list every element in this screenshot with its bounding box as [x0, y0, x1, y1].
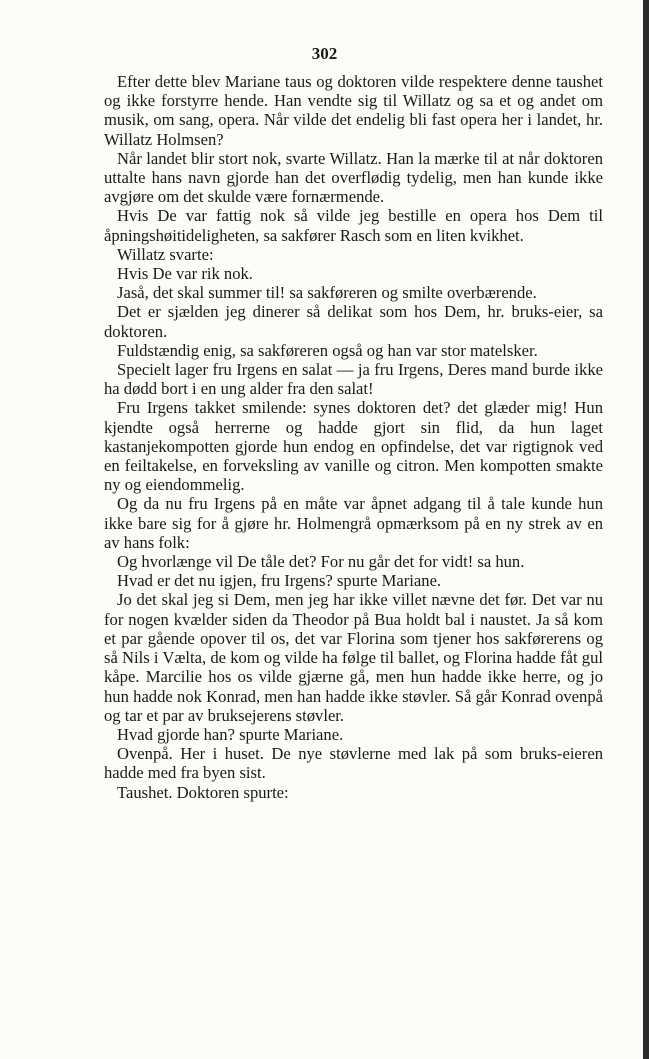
paragraph: Jaså, det skal summer til! sa sakføreren og smilte overbærende. [117, 283, 537, 303]
paragraph: Hvis De var rik nok. [117, 264, 253, 284]
paragraph: Fru Irgens takket smilende: synes doktoren det? det glæder mig! Hun kjendte også herrerne og hadde gjort sin flid, da hun laget kastanjekompotten gjorde hun endog en opfindelse, det var rigtignok ved en feiltakelse, en forveksling av vanille og citron. Men kompotten smakte ny og eiendommelig. [104, 398, 603, 495]
page-edge-shadow [643, 0, 649, 1059]
paragraph: Hvad er det nu igjen, fru Irgens? spurte Mariane. [117, 571, 442, 591]
paragraph: Jo det skal jeg si Dem, men jeg har ikke villet nævne det før. Det var nu for nogen kvælder siden da Theodor på Bua holdt bal i naustet. Ja så kom et par gående opover til os, det var Florina som tjener hos sakførerens og så Nils i Vælta, de kom og vilde ha følge til ballet, og Florina hadde fåt gul kåpe. Marcilie hos os vilde gjærne gå, men hun hadde ikke herre, og jo hun hadde nok Konrad, men han hadde ikke støvler. Så går Konrad ovenpå og tar et par av bruksejerens støvler. [104, 590, 603, 725]
paragraph: Hvad gjorde han? spurte Mariane. [117, 724, 344, 744]
paragraph: Og hvorlænge vil De tåle det? For nu går det for vidt! sa hun. [117, 552, 525, 572]
paragraph: Specielt lager fru Irgens en salat — ja fru Irgens, Deres mand burde ikke ha dødd bort i en ung alder fra den salat! [104, 360, 603, 399]
paragraph: Det er sjælden jeg dinerer så delikat som hos Dem, hr. bruks-eier, sa doktoren. [104, 302, 603, 341]
paragraph: Når landet blir stort nok, svarte Willatz. Han la mærke til at når doktoren uttalte hans navn gjorde han det overflødig tydelig, men han kunde ikke avgjøre om det skulde være fornærmende. [104, 148, 603, 207]
body-text [104, 72, 603, 802]
paragraph: Fuldstændig enig, sa sakføreren også og han var stor matelsker. [117, 340, 538, 360]
paragraph: Ovenpå. Her i huset. De nye støvlerne med lak på som bruks-eieren hadde med fra byen sist. [104, 744, 603, 783]
paragraph: Og da nu fru Irgens på en måte var åpnet adgang til å tale kunde hun ikke bare sig for å gjøre hr. Holmengrå opmærksom på en ny strek av en av hans folk: [104, 494, 603, 552]
paragraph: Hvis De var fattig nok så vilde jeg bestille en opera hos Dem til åpningshøitideligheten, sa sakfører Rasch som en liten kvikhet. [104, 206, 603, 245]
page-number: 302 [311, 44, 338, 63]
paragraph: Willatz svarte: [117, 244, 214, 264]
paragraph: Taushet. Doktoren spurte: [117, 782, 289, 802]
paragraph: Efter dette blev Mariane taus og doktoren vilde respektere denne taushet og ikke forstyrre hende. Han vendte sig til Willatz og sa et og andet om musik, om sang, opera. Når vilde det endelig bli fast opera her i landet, hr. Willatz Holmsen? [104, 72, 603, 149]
